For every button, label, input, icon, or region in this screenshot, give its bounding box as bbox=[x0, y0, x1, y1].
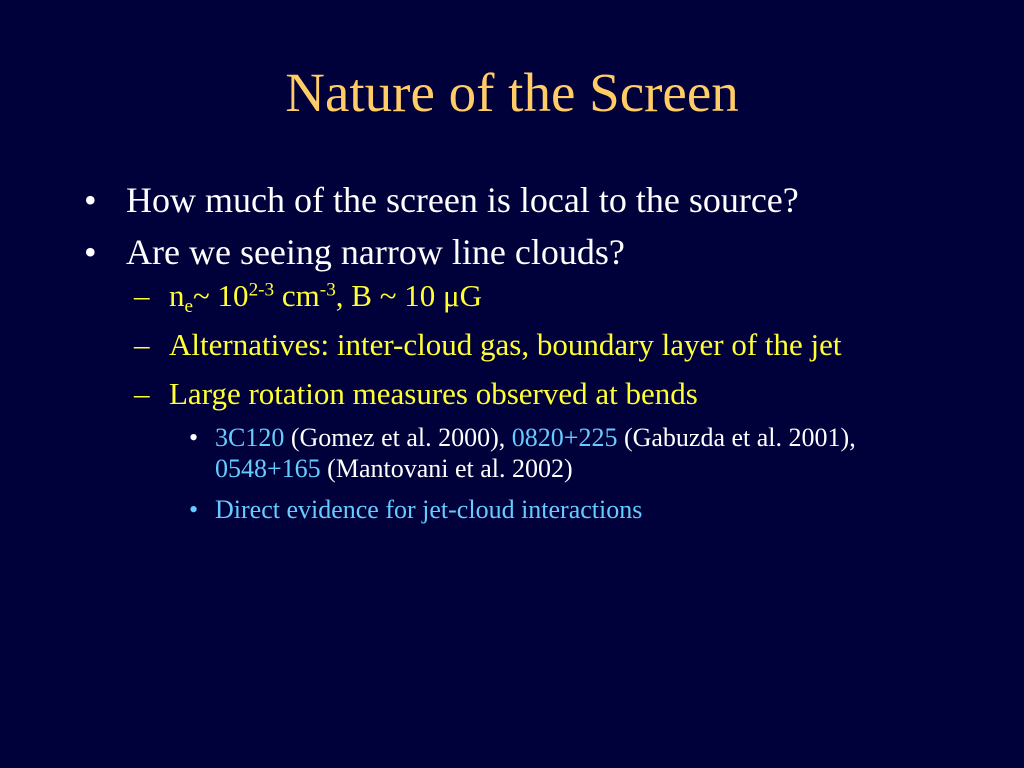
dash-marker: – bbox=[134, 376, 150, 411]
subbullet-text: Alternatives: inter-cloud gas, boundary layer of the jet bbox=[169, 327, 842, 362]
reference-mantovani: (Mantovani et al. 2002) bbox=[320, 454, 573, 483]
subbullet-density bbox=[134, 277, 944, 315]
subbullet-text: Large rotation measures observed at bends bbox=[169, 376, 698, 411]
reference-gomez: (Gomez et al. 2000), bbox=[284, 423, 512, 452]
magnetic-field: , B ~ 10 μG bbox=[335, 278, 483, 313]
slide-title: Nature of the Screen bbox=[285, 62, 739, 123]
bullet-local-source bbox=[84, 178, 944, 222]
evidence-text: Direct evidence for jet-cloud interactions bbox=[215, 495, 643, 524]
density-unit-exponent: -3 bbox=[319, 279, 336, 301]
source-0820: 0820+225 bbox=[511, 423, 618, 452]
slide-body bbox=[84, 178, 944, 525]
density-n: n bbox=[169, 278, 185, 313]
source-0548: 0548+165 bbox=[215, 454, 321, 483]
bullet-marker: • bbox=[84, 232, 97, 272]
subbullet-rotation-measures bbox=[134, 375, 944, 413]
bullet-narrow-line-clouds bbox=[84, 230, 944, 274]
bullet-text: How much of the screen is local to the source? bbox=[126, 180, 799, 220]
bullet-marker: • bbox=[189, 495, 199, 524]
reference-gabuzda: (Gabuzda et al. 2001), bbox=[617, 423, 856, 452]
bullet-text: Are we seeing narrow line clouds? bbox=[126, 232, 625, 272]
reference-list bbox=[187, 422, 944, 484]
density-exponent: 2-3 bbox=[248, 279, 275, 301]
bullet-marker: • bbox=[189, 423, 199, 452]
bullet-marker: • bbox=[84, 180, 97, 220]
density-unit: cm bbox=[274, 278, 320, 313]
subbullet-alternatives bbox=[134, 326, 944, 364]
density-n-subscript: e bbox=[184, 295, 194, 317]
density-approx: ~ 10 bbox=[193, 278, 249, 313]
direct-evidence-item bbox=[187, 494, 944, 525]
dash-marker: – bbox=[134, 278, 150, 313]
dash-marker: – bbox=[134, 327, 150, 362]
source-3c120: 3C120 bbox=[215, 423, 285, 452]
